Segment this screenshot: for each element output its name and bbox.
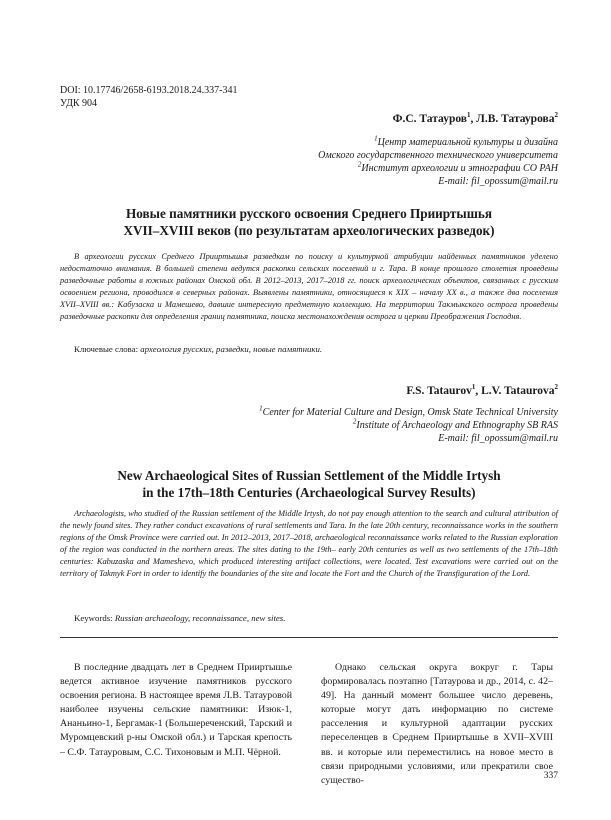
affiliations-en <box>259 406 558 445</box>
keywords-en-label: Keywords: <box>74 613 115 623</box>
title-ru-line-2: XVII–XVIII веков (по результатам археологических разведок) <box>123 223 495 238</box>
authors-en <box>406 385 558 397</box>
author-2-ru: Л.В. Татаурова <box>476 113 555 125</box>
affil-1-ru-sup: 1 <box>374 134 378 143</box>
affil-2-en: Institute of Archaeology and Ethnography SB RAS <box>356 420 558 431</box>
email-ru: E-mail: fil_opossum@mail.ru <box>438 176 558 187</box>
abstract-ru: В археологии русских Среднего Прииртышья разведкам по поиску и культурной атрибуции найденных памятников уделено недостаточно внимания. В большей степени ведутся раскопки сельских поселений и г. Тара. В конце прошлого столетия проведены разведочные работы в южных районах Омской обл. В 2012–2013, 2017–2018 гг. поиск археологических объектов, связанных с русским освоением региона, проводился в северных районах. Выявлены памятники, относящиеся к XIX – началу XX в., а также два поселения XVII–XVIII вв.: Кабузаска и Мамешево, давшие интересную предметную коллекцию. На территории Такмыкского острога проведены разведочные раскопки для определения границ памятника, поиска местонахождения острога и церкви Преображения Господня. <box>60 252 558 322</box>
affil-2-ru: Институт археологии и этнографии СО РАН <box>361 163 558 174</box>
title-en-line-1: New Archaeological Sites of Russian Settlement of the Middle Irtysh <box>117 468 501 483</box>
body-column-left: В последние двадцать лет в Среднем Прииртышье ведется активное изучение памятников русского освоения региона. В настоящее время Л.В. Татауровой наиболее изучены сельские памятники: Изюк-1, Ананьино-1, Бергамак-1 (Большереченский, Тарский и Муромцевский р-ны Омской обл.) и Тарская крепость – С.Ф. Татауровым, С.С. Тихоновым и М.П. Чёрной. <box>60 662 292 758</box>
author-2-ru-sup: 2 <box>554 111 558 120</box>
keywords-ru <box>74 344 322 354</box>
keywords-en-value: Russian archaeology, reconnaissance, new sites. <box>114 613 286 623</box>
author-separator-en: , <box>475 385 482 397</box>
keywords-ru-label: Ключевые слова: <box>74 344 141 354</box>
title-en-line-2: in the 17th–18th Centuries (Archaeological Survey Results) <box>142 485 476 500</box>
title-ru-line-1: Новые памятники русского освоения Среднего Прииртышья <box>126 206 492 221</box>
author-1-en: F.S. Tataurov <box>406 385 472 397</box>
affil-1-en-sup: 1 <box>259 404 263 413</box>
udk: УДК 904 <box>60 98 98 109</box>
title-ru <box>60 205 558 239</box>
abstract-en: Archaeologists, who studied of the Russian settlement of the Middle Irtysh, do not pay enough attention to the search and cultural attribution of the newly found sites. They rather conduct excavations of rural settlements and Tara. In the late 20th century, reconnaissance works in the southern regions of the Omsk Province were carried out. In 2012–2013, 2017–2018, archaeological reconnaissance works related to the Russian exploration of the region was conducted in the northern areas. The sites dating to the 19th– early 20th centuries as well as two settlements of the 17th–18th centuries: Kabuzaska and Mameshevo, which produced interesting artifact collections, were located. Test excavations were carried out on the territory of Takmyk Fort in order to identify the boundaries of the site and locate the Fort and the Church of the Transfiguration of the Lord. <box>60 509 558 579</box>
author-1-ru: Ф.С. Татауров <box>392 113 468 125</box>
email-en: E-mail: fil_opossum@mail.ru <box>438 433 558 444</box>
affil-2-en-sup: 2 <box>352 417 357 426</box>
authors-ru <box>393 113 558 125</box>
section-divider <box>60 637 558 638</box>
doi: DOI: 10.17746/2658-6193.2018.24.337-341 <box>60 85 238 96</box>
affil-2-ru-sup: 2 <box>357 160 362 169</box>
body-column-right: Однако сельская округа вокруг г. Тары формировалась поэтапно [Татаурова и др., 2014, с. 42–49]. На данный момент большее число деревень, которые могут дать информацию по системе расселения и культурной адаптации русских переселенцев в Среднем Прииртышье в XVII–XVIII вв. и которые или переместились на новое место в связи природными условиями, или прекратили свое существо- <box>321 662 553 786</box>
author-separator-ru: , <box>470 113 477 125</box>
author-1-en-sup: 1 <box>471 383 476 392</box>
author-1-ru-sup: 1 <box>467 111 471 120</box>
affil-1-ru-line-1: Центр материальной культуры и дизайна <box>377 137 558 148</box>
affil-1-ru-line-2: Омского государственного технического университета <box>318 150 558 161</box>
author-2-en-sup: 2 <box>554 383 558 392</box>
affil-1-en: Center for Material Culture and Design, Omsk State Technical University <box>262 407 558 418</box>
affiliations-ru <box>318 136 558 188</box>
page-number: 337 <box>543 771 558 781</box>
keywords-ru-value: археология русских, разведки, новые памятники. <box>140 344 323 354</box>
author-2-en: L.V. Tataurova <box>481 385 555 397</box>
article-meta <box>60 84 238 110</box>
keywords-en <box>74 613 285 623</box>
title-en <box>60 467 558 501</box>
